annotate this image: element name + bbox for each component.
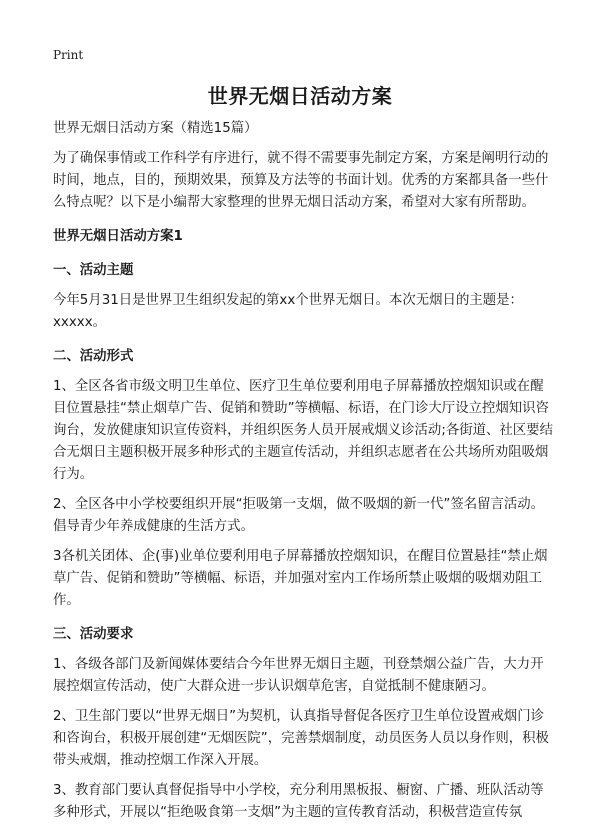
section-heading: 世界无烟日活动方案1	[53, 229, 183, 244]
requirement-item-1: 1、各级各部门及新闻媒体要结合今年世界无烟日主题，刊登禁烟公益广告，大力开展控烟宣传活动，使广大群众进一步认识烟草危害，自觉抵制不健康陋习。	[53, 657, 544, 694]
theme-heading: 一、活动主题	[53, 263, 134, 278]
document-subtitle: 世界无烟日活动方案（精选15篇）	[53, 121, 258, 136]
theme-paragraph: 今年5月31日是世界卫生组织发起的第xx个世界无烟日。本次无烟日的主题是：xxxxx。	[53, 293, 523, 330]
page-title: 世界无烟日活动方案	[207, 84, 393, 108]
form-item-1: 1、全区各省市级文明卫生单位、医疗卫生单位要利用电子屏幕播放控烟知识或在醒目位置悬挂“禁止烟草广告、促销和赞助”等横幅、标语，在门诊大厅设立控烟知识咨询台，发放健康知识宣传资料，并组织医务人员开展戒烟义诊活动;各街道、社区要结合无烟日主题积极开展多种形式的主题宣传活动，并组织志愿者在公共场所劝阻吸烟行为。	[53, 379, 553, 482]
requirement-item-2: 2、卫生部门要以“世界无烟日”为契机，认真指导督促各医疗卫生单位设置戒烟门诊和咨询台，积极开展创建“无烟医院”，完善禁烟制度，动员医务人员以身作则，积极带头戒烟，推动控烟工作深入开展。	[53, 709, 549, 768]
form-item-2: 2、全区各中小学校要组织开展“拒吸第一支烟，做不吸烟的新一代”签名留言活动。倡导青少年养成健康的生活方式。	[53, 497, 545, 534]
document-body	[53, 118, 553, 824]
print-link[interactable]: Print	[53, 48, 84, 62]
form-heading: 二、活动形式	[53, 349, 134, 364]
requirement-item-3: 3、教育部门要认真督促指导中小学校，充分利用黑板报、橱窗、广播、班队活动等多种形式，开展以“拒绝吸食第一支烟”为主题的宣传教育活动，积极营造宣传氛	[53, 783, 544, 820]
requirements-heading: 三、活动要求	[53, 627, 134, 642]
form-item-3: 3各机关团体、企(事)业单位要利用电子屏幕播放控烟知识，在醒目位置悬挂“禁止烟草广告、促销和赞助”等横幅、标语，并加强对室内工作场所禁止吸烟的吸烟劝阻工作。	[53, 549, 548, 608]
intro-paragraph: 为了确保事情或工作科学有序进行，就不得不需要事先制定方案，方案是阐明行动的时间，地点，目的，预期效果，预算及方法等的书面计划。优秀的方案都具备一些什么特点呢？以下是小编帮大家整理的世界无烟日活动方案，希望对大家有所帮助。	[53, 151, 549, 210]
